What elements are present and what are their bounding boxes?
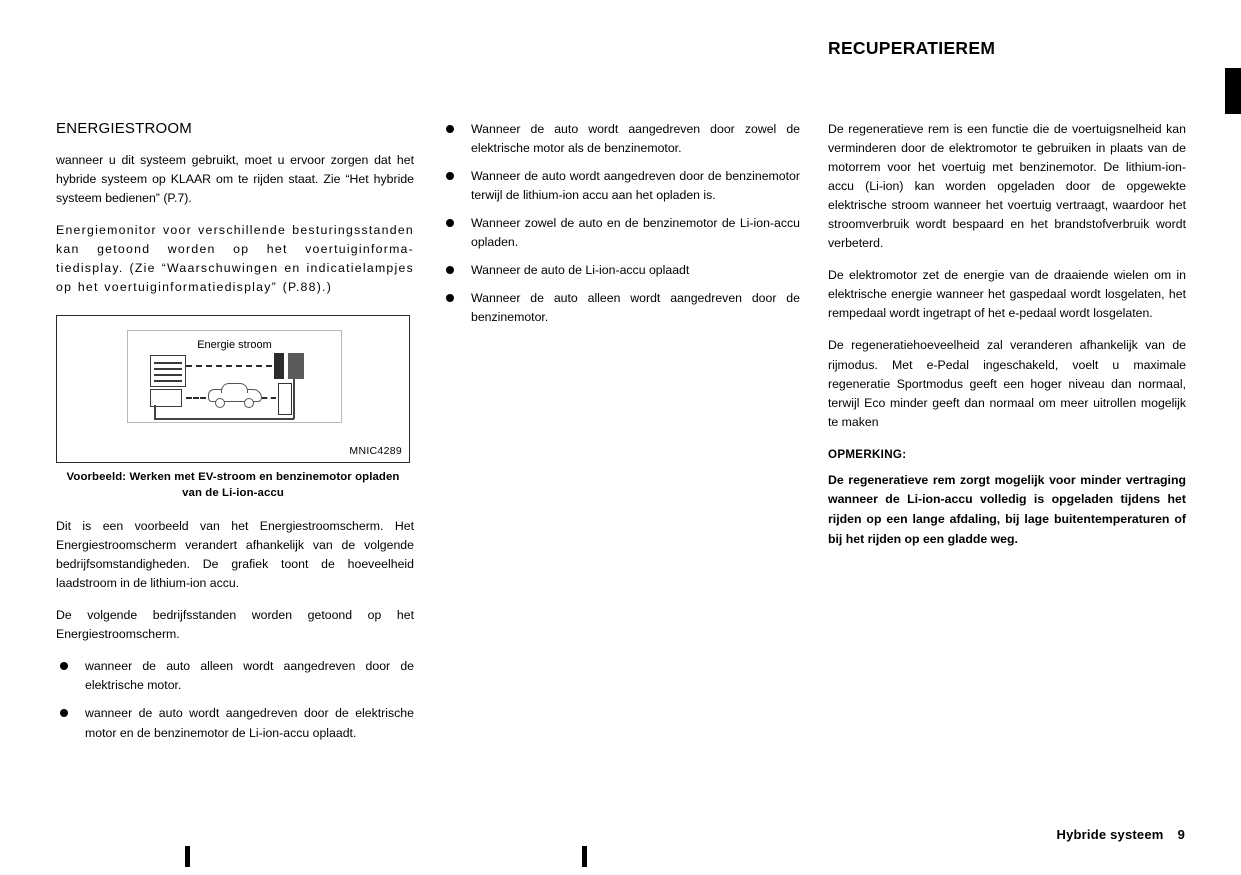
list-item [56,704,414,742]
bullet-dot-icon [446,125,454,133]
vehicle-icon [208,383,260,405]
list-item-text: Wanneer de auto de Li-ion-accu oplaadt [471,263,690,278]
footer [1057,827,1186,842]
bullet-dot-icon [446,172,454,180]
paragraph: De regeneratieve rem is een functie die de voertuigsnelheid kan verminderen door de elektromotor te gebruiken in plaats van de motorrem voor het voertuig met benzinemotor. De lithium-ion-accu (Li-ion) kan worden opgeladen door de opgewekte elektrische stroom wanneer het voertuig vertraagt, waardoor het stroomverbruik wordt bespaard en het brandstofverbruik wordt verbeterd. [828,122,1186,251]
paragraph: Dit is een voorbeeld van het Energiestroomscherm. Het Energiestroomscherm verandert afhankelijk van de volgende bedrijfsomstandigheden. De grafiek toont de hoeveelheid laadstroom in de lithium-ion accu. [56,519,414,591]
figure-caption: Voorbeeld: Werken met EV-stroom en benzinemotor opladen van de Li-ion-accu [66,471,400,499]
list-item-text: Wanneer de auto wordt aangedreven door zowel de elektrische motor als de benzinemotor. [471,122,800,156]
list-item-text: Wanneer zowel de auto en de benzinemotor de Li-ion-accu opladen. [471,216,800,250]
crop-mark [185,846,190,867]
flow-line-lower-left [186,397,206,399]
column-three [828,120,1186,549]
energy-flow-figure [56,315,410,463]
crop-mark [582,846,587,867]
bullet-dot-icon [446,266,454,274]
list-item [56,657,414,695]
battery-icon [150,355,186,387]
column-one [56,120,414,743]
section-title-energiestroom: ENERGIESTROOM [56,120,192,137]
power-bar-icon [288,353,304,379]
bullet-list-col1 [56,657,414,742]
column-two [442,120,800,327]
bullet-dot-icon [60,709,68,717]
page-number: 9 [1177,827,1185,842]
list-item-text: Wanneer de auto wordt aangedreven door de benzinemotor terwijl de lithium-ion accu aan het opladen is. [471,169,800,203]
list-item-text: wanneer de auto alleen wordt aangedreven door de elektrische motor. [85,659,414,693]
paragraph: De regeneratiehoeveelheid zal veranderen afhankelijk van de rijmodus. Met e-Pedal ingeschakeld, voelt u maximale regeneratie Sportmodus geeft een hoger niveau dan normaal, terwijl Eco minder geeft dan normaal om meer uitrollen mogelijk te maken [828,338,1186,429]
list-item [442,214,800,252]
paragraph: De volgende bedrijfsstanden worden getoond op het Energiestroomscherm. [56,608,414,642]
figure-screen-label: Energie stroom [197,339,272,352]
bullet-dot-icon [446,219,454,227]
chapter-edge-tab [1225,68,1241,114]
paragraph: Energiemonitor voor verschillende besturingsstanden kan getoond worden op het voertuiginforma-tiedisplay. (Zie “Waarschuwingen en indicatielampjes op het voertuiginformatiedisplay” (P.88).) [56,223,414,295]
paragraph: wanneer u dit systeem gebruikt, moet u ervoor zorgen dat het hybride systeem op KLAAR om te rijden staat. Zie “Het hybride systeem bedienen” (P.7). [56,153,414,206]
footer-section-name: Hybride systeem [1056,827,1164,842]
bullet-dot-icon [446,294,454,302]
bullet-list-col2 [442,120,800,327]
figure-code: MNIC4289 [349,445,402,458]
list-item-text: wanneer de auto wordt aangedreven door de elektrische motor en de benzinemotor de Li-ion-accu oplaadt. [85,706,414,740]
list-item [442,261,800,280]
wiring-line [293,379,295,419]
note-label: OPMERKING: [828,447,907,461]
flow-line-lower-right [262,397,276,399]
wiring-line [154,418,294,420]
charge-gauge-icon [278,383,292,415]
note-text: De regeneratieve rem zorgt mogelijk voor minder vertraging wanneer de Li-ion-accu volledig is opgeladen tijdens het rijden op een lange afdaling, bij lage buitentemperaturen of bij het rijden op een gladde weg. [828,472,1186,546]
list-item [442,167,800,205]
motor-icon [274,353,284,379]
wiring-line [154,405,156,419]
bullet-dot-icon [60,662,68,670]
list-item [442,289,800,327]
figure-screen-frame [127,330,342,423]
paragraph: De elektromotor zet de energie van de draaiende wielen om in elektrische energie wanneer het gaspedaal wordt losgelaten, het rempedaal wordt ingetrapt of het e-pedaal wordt losgelaten. [828,268,1186,321]
list-item-text: Wanneer de auto alleen wordt aangedreven door de benzinemotor. [471,291,800,325]
flow-line-upper [186,365,272,367]
list-item [442,120,800,158]
page-title: RECUPERATIEREM [828,38,996,58]
